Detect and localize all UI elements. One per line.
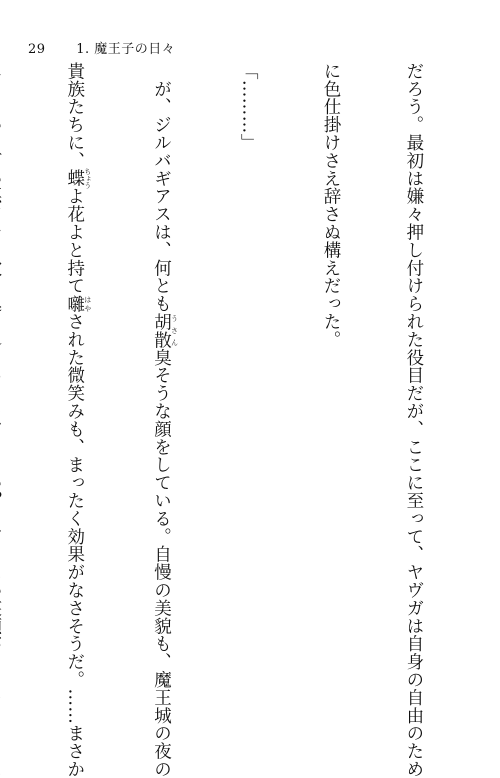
text-line: に色仕掛けさえ辞さぬ構えだった。 <box>321 62 342 349</box>
text-line: 「………」 <box>238 62 259 152</box>
text-line: が、ジルバギアスは、何とも胡散 うさん臭そうな顔をしている。自慢の美貌も、魔王城の夜の <box>151 62 179 778</box>
page-number: 29 <box>28 42 46 57</box>
furigana: 胡散 うさん <box>151 312 179 349</box>
text-line: 貴族たちに、蝶 ちょうよ花よと持て囃 はやされた微笑みも、まったく効果がなさそうだ。……まさか <box>64 62 92 778</box>
text-line: だろう。最初は嫌々押し付けられた役目だが、ここに至って、ヤヴガは自身の自由のため <box>403 62 424 778</box>
furigana: 蝶 ちょう <box>64 167 92 189</box>
vertical-body-text <box>12 62 482 778</box>
furigana: 囃 はや <box>64 294 92 313</box>
running-header <box>28 38 175 57</box>
chapter-title: 1. 魔王子の日々 <box>76 42 176 57</box>
text-line <box>0 62 5 677</box>
